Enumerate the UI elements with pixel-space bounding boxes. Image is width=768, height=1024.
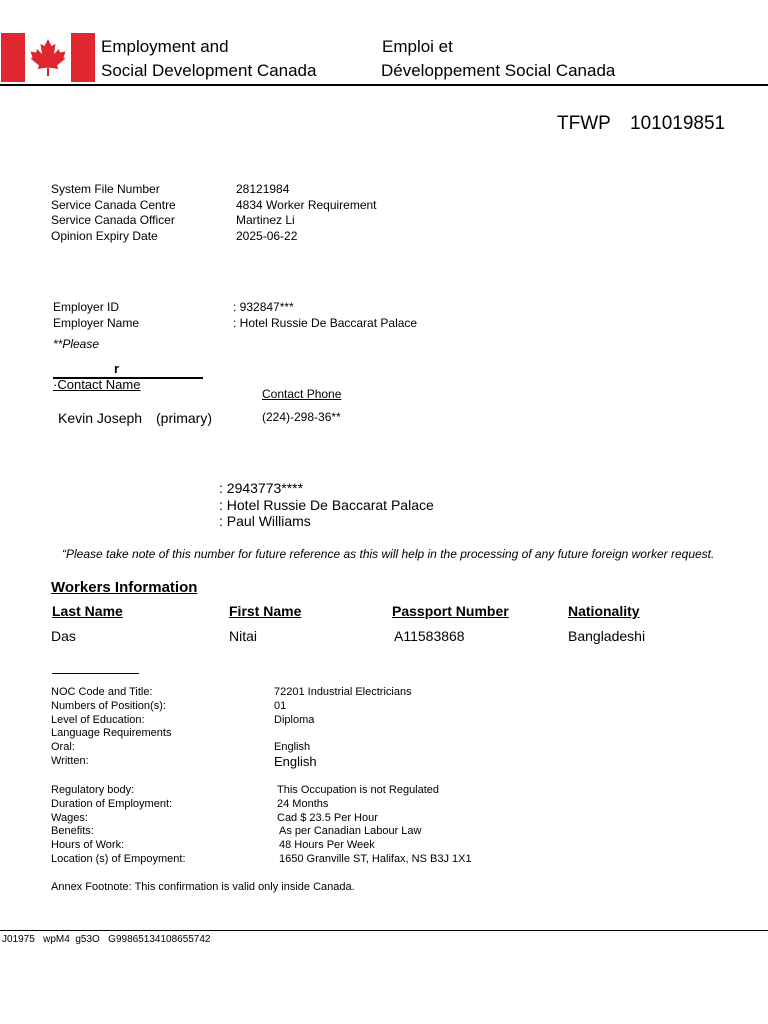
second-block-line-2: : Hotel Russie De Baccarat Palace xyxy=(219,496,434,513)
value-written: English xyxy=(274,753,317,769)
value-benefits: As per Canadian Labour Law xyxy=(279,825,422,838)
value-opinion-expiry-date: 2025-06-22 xyxy=(236,228,298,243)
value-employer-name: : Hotel Russie De Baccarat Palace xyxy=(233,315,418,330)
workers-title: Workers Information xyxy=(51,579,198,596)
label-language-requirements: Language Requirements xyxy=(51,727,172,740)
label-location-of-employment: Location (s) of Empoyment: xyxy=(51,852,186,865)
contact-phone-header: Contact Phone xyxy=(262,387,342,401)
annex-footnote: Annex Footnote: This confirmation is valid only inside Canada. xyxy=(51,881,355,893)
value-noc-code: 72201 Industrial Electricians xyxy=(274,686,412,698)
tfwp-label: TFWP xyxy=(557,113,611,134)
workers-header-nationality: Nationality xyxy=(568,603,640,619)
contact-role: (primary) xyxy=(156,410,212,426)
value-system-file-number: 28121984 xyxy=(236,182,290,196)
contact-name-header: ·Contact Name xyxy=(53,377,141,392)
tfwp-number: 101019851 xyxy=(630,113,726,134)
value-service-canada-officer: Martinez Li xyxy=(236,213,295,227)
label-employer-name: Employer Name xyxy=(53,315,140,330)
value-duration-of-employment: 24 Months xyxy=(277,797,329,810)
workers-header-last-name: Last Name xyxy=(52,603,123,619)
canada-flag-logo xyxy=(1,33,95,82)
worker-last-name: Das xyxy=(51,628,76,644)
value-hours-of-work: 48 Hours Per Week xyxy=(279,839,375,852)
worker-passport-number: A11583868 xyxy=(394,628,465,644)
label-employer-id: Employer ID xyxy=(53,300,120,314)
header-english-line1: Employment and xyxy=(101,37,229,56)
reference-note: “Please take note of this number for future reference as this will help in the processing of any future foreign worker request. xyxy=(62,547,715,561)
job-values xyxy=(274,686,412,769)
second-block-line-3: : Paul Williams xyxy=(219,513,311,529)
label-level-of-education: Level of Education: xyxy=(51,713,145,726)
fragment-r: r xyxy=(114,361,120,376)
label-written: Written: xyxy=(51,754,89,767)
value-language-requirements xyxy=(274,727,412,741)
footer-divider xyxy=(0,930,768,931)
second-block xyxy=(219,480,434,530)
employer-labels xyxy=(53,300,139,331)
workers-header-passport-number: Passport Number xyxy=(392,603,509,619)
label-duration-of-employment: Duration of Employment: xyxy=(51,797,173,810)
value-location-of-employment: 1650 Granville ST, Halifax, NS B3J 1X1 xyxy=(279,852,472,865)
second-block-line-1: : 2943773**** xyxy=(219,480,304,496)
footer-codes: J01975 wpM4 g53O G99865134108655742 xyxy=(2,934,211,945)
worker-first-name: Nitai xyxy=(229,628,258,644)
workers-header-first-name: First Name xyxy=(229,603,302,619)
label-service-canada-centre: Service Canada Centre xyxy=(51,197,176,212)
file-info-labels xyxy=(51,182,176,244)
label-number-of-positions: Numbers of Position(s): xyxy=(51,699,166,712)
label-wages: Wages: xyxy=(51,811,88,824)
label-oral: Oral: xyxy=(51,741,75,754)
label-opinion-expiry-date: Opinion Expiry Date xyxy=(51,228,158,243)
value-level-of-education: Diploma xyxy=(274,713,315,726)
please-note: **Please xyxy=(53,337,100,351)
job-labels xyxy=(51,686,171,769)
value-oral: English xyxy=(274,741,311,754)
file-info-values xyxy=(236,182,377,244)
employer-values xyxy=(233,300,417,331)
value-number-of-positions: 01 xyxy=(274,699,287,712)
header-divider xyxy=(0,84,768,86)
header-english-line2: Social Development Canada xyxy=(101,61,317,80)
value-service-canada-centre: 4834 Worker Requirement xyxy=(236,197,377,212)
header-french-line2: Développement Social Canada xyxy=(381,61,616,80)
value-regulatory-body: This Occupation is not Regulated xyxy=(277,784,440,796)
label-hours-of-work: Hours of Work: xyxy=(51,839,125,852)
label-system-file-number: System File Number xyxy=(51,182,160,196)
value-employer-id: : 932847*** xyxy=(233,300,294,314)
section-divider-short xyxy=(52,673,139,674)
header-french-line1: Emploi et xyxy=(382,37,453,56)
label-noc-code: NOC Code and Title: xyxy=(51,686,153,698)
worker-nationality: Bangladeshi xyxy=(568,628,646,644)
label-regulatory-body: Regulatory body: xyxy=(51,784,135,796)
label-service-canada-officer: Service Canada Officer xyxy=(51,213,175,227)
contact-name: Kevin Joseph xyxy=(58,410,143,426)
contact-phone: (224)-298-36** xyxy=(262,410,341,424)
contact-name-header-text: Contact Name xyxy=(57,377,141,392)
value-wages: Cad $ 23.5 Per Hour xyxy=(277,811,378,824)
label-benefits: Benefits: xyxy=(51,825,94,838)
terms-labels xyxy=(51,784,186,867)
terms-values xyxy=(277,784,472,867)
